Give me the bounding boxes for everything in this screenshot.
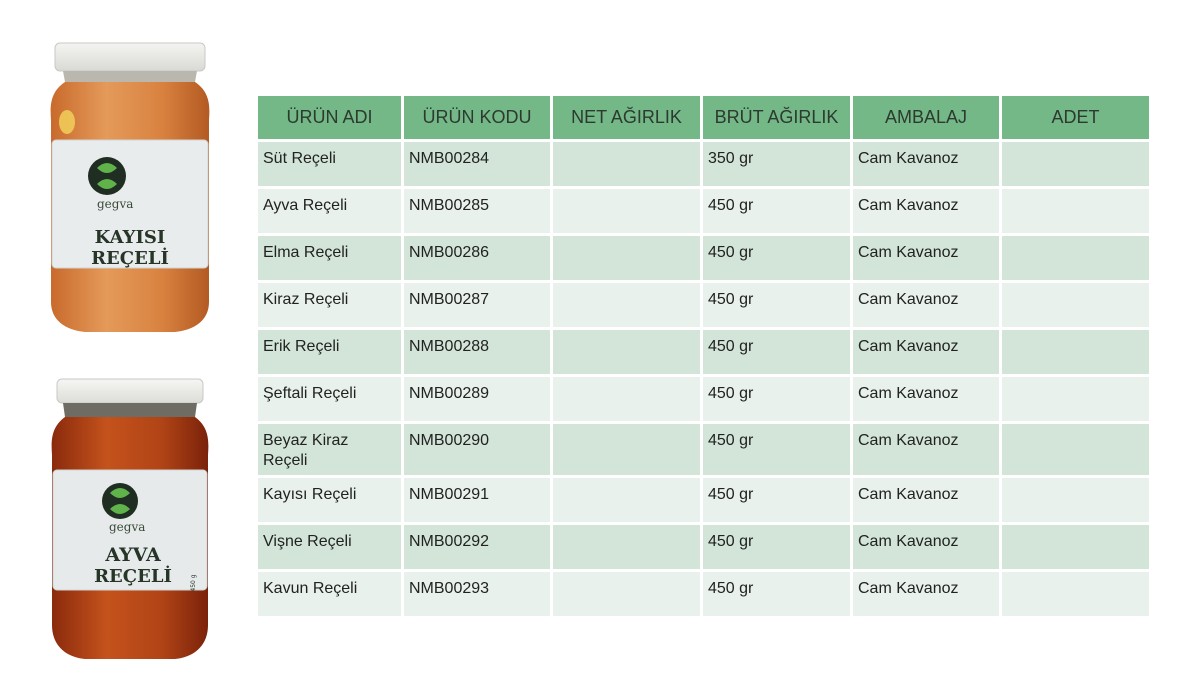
header-gross-weight: BRÜT AĞIRLIK: [703, 96, 850, 139]
cell-quantity: [1002, 142, 1149, 186]
cell-quantity: [1002, 189, 1149, 233]
cell-product-name: Kavun Reçeli: [258, 572, 401, 616]
header-packaging: AMBALAJ: [853, 96, 999, 139]
cell-gross-weight: 450 gr: [703, 283, 850, 327]
table-row: [258, 236, 1149, 280]
cell-packaging: Cam Kavanoz: [853, 424, 999, 475]
header-quantity: ADET: [1002, 96, 1149, 139]
cell-packaging: Cam Kavanoz: [853, 330, 999, 374]
cell-packaging: Cam Kavanoz: [853, 236, 999, 280]
table-row: [258, 377, 1149, 421]
cell-product-code: NMB00292: [404, 525, 550, 569]
cell-packaging: Cam Kavanoz: [853, 377, 999, 421]
cell-product-code: NMB00287: [404, 283, 550, 327]
apricot-jam-jar-image: [45, 40, 215, 340]
cell-packaging: Cam Kavanoz: [853, 572, 999, 616]
cell-quantity: [1002, 377, 1149, 421]
cell-product-name: Süt Reçeli: [258, 142, 401, 186]
cell-product-code: NMB00284: [404, 142, 550, 186]
cell-product-name: Kiraz Reçeli: [258, 283, 401, 327]
cell-quantity: [1002, 424, 1149, 475]
table-row: [258, 142, 1149, 186]
cell-net-weight: [553, 189, 700, 233]
table-row: [258, 189, 1149, 233]
cell-product-code: NMB00289: [404, 377, 550, 421]
cell-product-code: NMB00291: [404, 478, 550, 522]
cell-gross-weight: 450 gr: [703, 478, 850, 522]
table-row: [258, 330, 1149, 374]
table-row: [258, 424, 1149, 475]
cell-gross-weight: 450 gr: [703, 330, 850, 374]
cell-gross-weight: 450 gr: [703, 424, 850, 475]
cell-quantity: [1002, 330, 1149, 374]
table-row: [258, 572, 1149, 616]
product-table-container: [258, 96, 1148, 616]
cell-net-weight: [553, 330, 700, 374]
header-net-weight: NET AĞIRLIK: [553, 96, 700, 139]
cell-quantity: [1002, 525, 1149, 569]
cell-gross-weight: 450 gr: [703, 572, 850, 616]
gegva-logo-icon: [88, 157, 126, 195]
cell-product-name: Vişne Reçeli: [258, 525, 401, 569]
gegva-logo-icon: [102, 483, 138, 519]
table-row: [258, 525, 1149, 569]
jar1-brand: gegva: [97, 197, 134, 211]
cell-net-weight: [553, 283, 700, 327]
cell-gross-weight: 350 gr: [703, 142, 850, 186]
jar2-label-line1: AYVA: [105, 544, 161, 566]
cell-packaging: Cam Kavanoz: [853, 478, 999, 522]
cell-product-name: Ayva Reçeli: [258, 189, 401, 233]
cell-gross-weight: 450 gr: [703, 189, 850, 233]
cell-product-code: NMB00288: [404, 330, 550, 374]
cell-quantity: [1002, 478, 1149, 522]
cell-product-name: Kayısı Reçeli: [258, 478, 401, 522]
header-product-name: ÜRÜN ADI: [258, 96, 401, 139]
cell-product-name: Elma Reçeli: [258, 236, 401, 280]
cell-net-weight: [553, 236, 700, 280]
cell-product-code: NMB00290: [404, 424, 550, 475]
cell-net-weight: [553, 478, 700, 522]
cell-quantity: [1002, 236, 1149, 280]
header-product-code: ÜRÜN KODU: [404, 96, 550, 139]
product-table: [255, 93, 1152, 619]
table-row: [258, 478, 1149, 522]
quince-jam-jar-image: [45, 375, 215, 665]
cell-net-weight: [553, 424, 700, 475]
cell-product-name: Şeftali Reçeli: [258, 377, 401, 421]
cell-quantity: [1002, 572, 1149, 616]
cell-net-weight: [553, 572, 700, 616]
jar2-weight: 450 g: [190, 574, 197, 592]
table-row: [258, 283, 1149, 327]
cell-product-code: NMB00285: [404, 189, 550, 233]
cell-net-weight: [553, 525, 700, 569]
cell-packaging: Cam Kavanoz: [853, 525, 999, 569]
cell-packaging: Cam Kavanoz: [853, 283, 999, 327]
cell-gross-weight: 450 gr: [703, 525, 850, 569]
jar2-label-line2: REÇELİ: [94, 566, 172, 587]
cell-product-name: Erik Reçeli: [258, 330, 401, 374]
cell-packaging: Cam Kavanoz: [853, 142, 999, 186]
jar1-label-line1: KAYISI: [94, 227, 166, 248]
cell-gross-weight: 450 gr: [703, 377, 850, 421]
cell-product-code: NMB00293: [404, 572, 550, 616]
jar2-brand: gegva: [109, 520, 146, 534]
cell-packaging: Cam Kavanoz: [853, 189, 999, 233]
cell-product-code: NMB00286: [404, 236, 550, 280]
cell-net-weight: [553, 142, 700, 186]
cell-net-weight: [553, 377, 700, 421]
jar1-label-line2: REÇELİ: [91, 248, 169, 269]
cell-product-name: Beyaz Kiraz Reçeli: [258, 424, 401, 475]
cell-gross-weight: 450 gr: [703, 236, 850, 280]
table-header-row: [258, 96, 1149, 139]
cell-quantity: [1002, 283, 1149, 327]
